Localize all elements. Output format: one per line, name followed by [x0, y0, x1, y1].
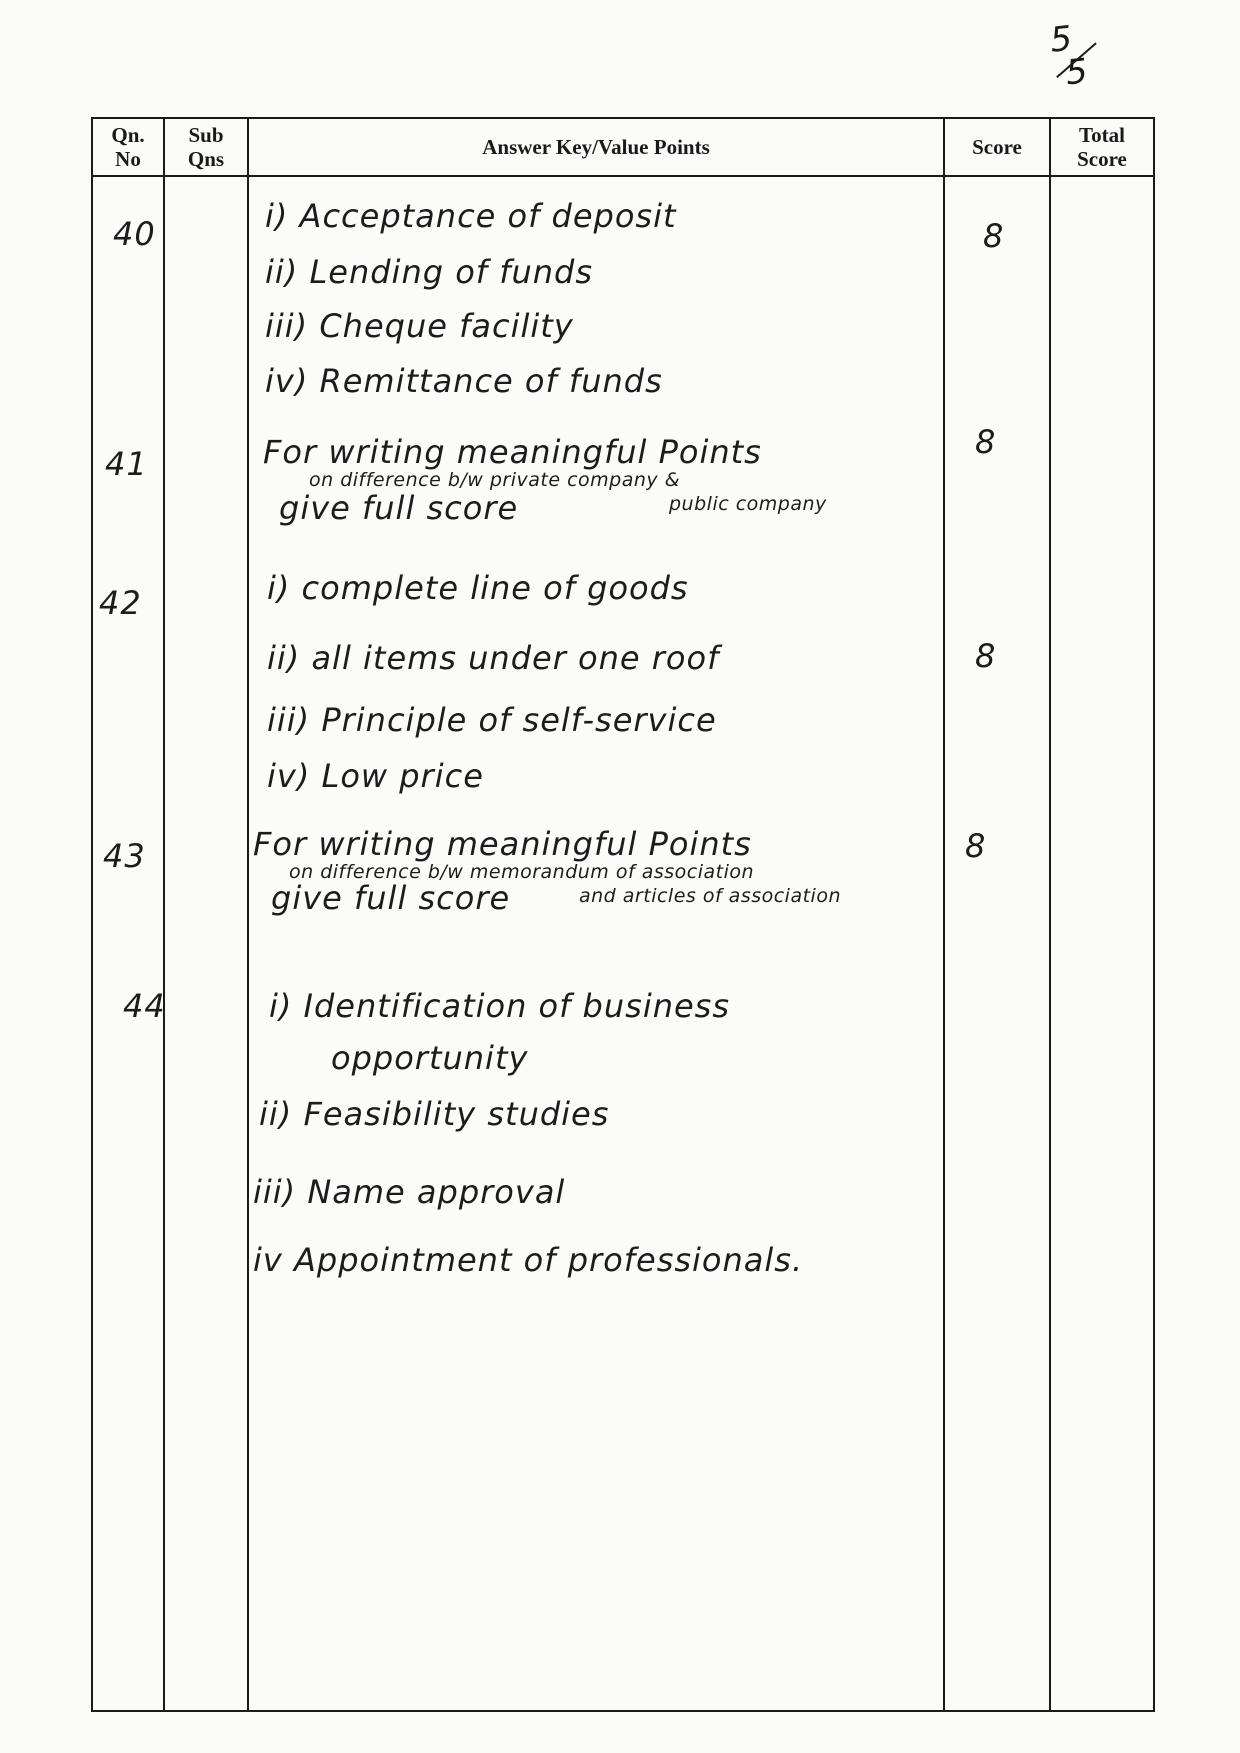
- answer-40-line-2: ii) Lending of funds: [265, 253, 594, 291]
- page-total: 5: [1063, 51, 1090, 94]
- answer-44-line-1: i) Identification of business: [269, 987, 731, 1025]
- header-total-line1: Total: [1079, 123, 1125, 147]
- answer-41-note-1: on difference b/w private company &: [309, 469, 681, 491]
- answer-40-line-4: iv) Remittance of funds: [265, 362, 663, 400]
- header-score: Score: [944, 118, 1050, 176]
- qn-41: 41: [105, 445, 148, 483]
- header-sub-line1: Sub: [188, 123, 224, 147]
- page-number: 5: [1048, 18, 1074, 61]
- header-sub-qns: [164, 118, 248, 176]
- answer-42-line-4: iv) Low price: [267, 757, 484, 795]
- answer-44-line-5: iv Appointment of professionals.: [253, 1241, 804, 1279]
- answer-key-table: [91, 117, 1155, 1712]
- score-40: 8: [983, 217, 1005, 255]
- answer-40-line-1: i) Acceptance of deposit: [265, 197, 677, 235]
- answer-43-note-1: on difference b/w memorandum of association: [289, 861, 755, 883]
- score-43: 8: [965, 827, 987, 865]
- qn-43: 43: [103, 837, 146, 875]
- score-column: [944, 176, 1050, 1711]
- header-total-score: [1050, 118, 1154, 176]
- header-sub-line2: Qns: [187, 147, 225, 171]
- answer-43-note-2: and articles of association: [579, 885, 842, 907]
- answer-44-line-2: opportunity: [331, 1039, 529, 1077]
- header-qn-no: [92, 118, 164, 176]
- qn-44: 44: [123, 987, 166, 1025]
- answer-44-line-4: iii) Name approval: [253, 1173, 566, 1211]
- header-qn-line1: Qn.: [111, 123, 145, 147]
- answer-43-line-1: For writing meaningful Points: [253, 825, 752, 863]
- answer-41-line-2: give full score: [279, 489, 519, 527]
- answer-42-line-2: ii) all items under one roof: [267, 639, 720, 677]
- sub-qns-column: [164, 176, 248, 1711]
- table-header-row: [92, 118, 1154, 176]
- answer-43-line-2: give full score: [271, 879, 511, 917]
- score-41: 8: [975, 423, 997, 461]
- header-qn-line2: No: [115, 147, 141, 171]
- header-total-line2: Score: [1077, 147, 1127, 171]
- page-number-mark: [1048, 18, 1090, 94]
- qn-column: [92, 176, 164, 1711]
- score-42: 8: [975, 637, 997, 675]
- answer-41-line-1: For writing meaningful Points: [263, 433, 762, 471]
- table-body-row: [92, 176, 1154, 1711]
- answer-44-line-3: ii) Feasibility studies: [259, 1095, 610, 1133]
- total-score-column: [1050, 176, 1154, 1711]
- answer-column: [248, 176, 944, 1711]
- header-answer-key: Answer Key/Value Points: [248, 118, 944, 176]
- answer-40-line-3: iii) Cheque facility: [265, 307, 574, 345]
- answer-42-line-3: iii) Principle of self-service: [267, 701, 717, 739]
- answer-42-line-1: i) complete line of goods: [267, 569, 689, 607]
- answer-41-note-2: public company: [669, 493, 827, 515]
- qn-42: 42: [99, 584, 142, 622]
- qn-40: 40: [113, 215, 156, 253]
